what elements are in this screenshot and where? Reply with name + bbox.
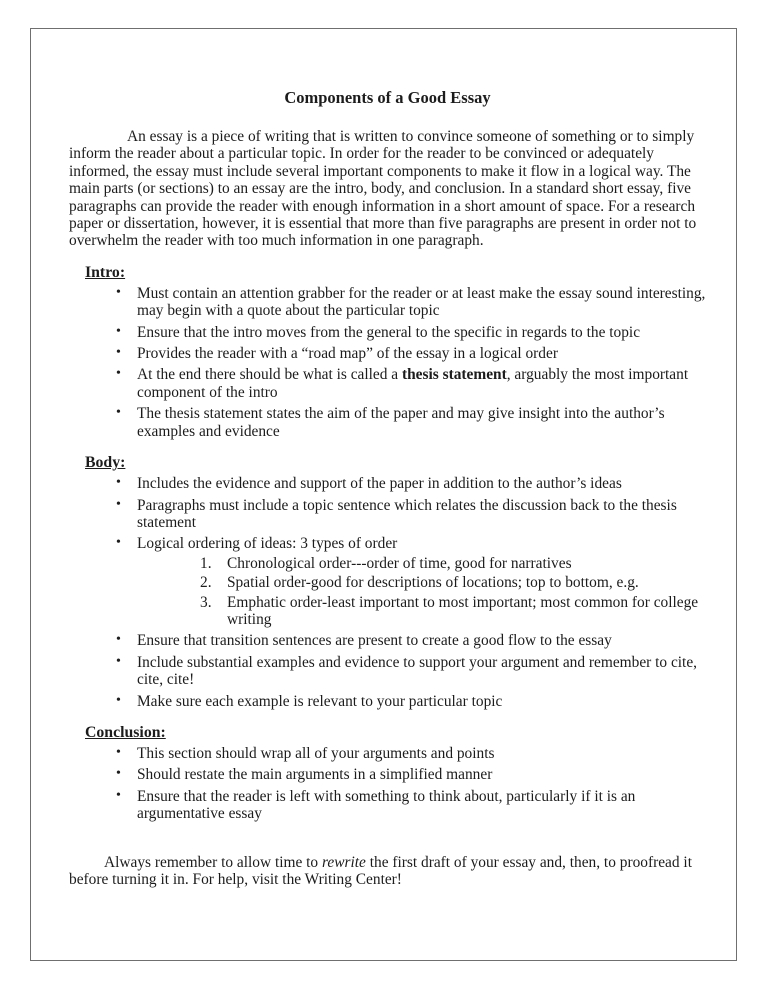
bullet-icon: • [116,323,121,339]
closing-paragraph: Always remember to allow time to rewrite the first draft of your essay and, then, to proofread it before turning it in. For help, visit the Writing Center! [69,853,692,888]
bullet-icon: • [116,692,121,708]
numbered-item [137,555,706,572]
bullet-list-intro [69,285,706,440]
list-item [69,788,706,823]
list-item [69,745,706,762]
number-marker: 2. [200,574,212,592]
numbered-item [137,574,706,591]
bullet-icon: • [116,766,121,782]
number-marker: 3. [200,593,212,611]
bullet-icon: • [116,744,121,760]
section-intro [69,264,706,440]
list-item [69,693,706,710]
essay-sections [69,264,706,823]
item-text: Chronological order---order of time, good for narratives [227,554,572,572]
item-text: Ensure that the reader is left with something to think about, particularly if it is an argumentative essay [137,787,636,823]
bullet-icon: • [116,535,121,551]
bullet-icon: • [116,496,121,512]
bullet-icon: • [116,366,121,382]
list-item [69,497,706,532]
opening-paragraph: An essay is a piece of writing that is written to convince someone of something or to simply inform the reader about a particular topic. In order for the reader to be convinced or adequately informed, the essay must include several important components to make it flow in a logical way. The main parts (or sections) to an essay are the intro, body, and conclusion. In a standard short essay, five paragraphs can provide the reader with enough information in a short amount of space. For a research paper or dissertation, however, it is essential that more than five paragraphs are present in order not to overwhelm the reader with too much information in one paragraph. [69,128,697,250]
item-text: Emphatic order-least important to most important; most common for college writing [227,593,699,628]
section-conclusion [69,724,706,823]
section-heading-intro: Intro: [85,263,126,281]
document-page [30,28,737,961]
bullet-list-conclusion [69,745,706,823]
bullet-icon: • [116,632,121,648]
bullet-icon: • [116,787,121,803]
bullet-list-body [69,475,706,710]
bullet-icon: • [116,284,121,300]
list-item [69,366,706,401]
list-item [69,475,706,492]
item-text: Make sure each example is relevant to your particular topic [137,692,503,710]
bullet-icon: • [116,653,121,669]
list-item [69,324,706,341]
list-item [69,766,706,783]
item-text: Ensure that transition sentences are present to create a good flow to the essay [137,632,612,650]
item-text: Spatial order-good for descriptions of locations; top to bottom, e.g. [227,574,639,592]
list-item [69,345,706,362]
bullet-icon: • [116,345,121,361]
bold-text: thesis statement [401,366,507,384]
number-marker: 1. [200,554,212,572]
list-item [69,632,706,649]
section-heading-conclusion: Conclusion: [85,723,166,741]
item-text: The thesis statement states the aim of the paper and may give insight into the author’s examples and evidence [137,405,665,440]
numbered-sublist [137,555,706,629]
page-title: Components of a Good Essay [284,88,491,107]
item-text: Logical ordering of ideas: 3 types of order [137,535,398,553]
list-item [69,654,706,689]
item-text: Must contain an attention grabber for the reader or at least make the essay sound interesting, may begin with a quote about the particular topic [137,284,706,320]
item-text: At the end there should be what is called a thesis statement, arguably the most important component of the intro [137,366,689,401]
numbered-item [137,594,706,629]
item-text: Include substantial examples and evidence to support your argument and remember to cite, cite, cite! [137,653,698,689]
item-text: Includes the evidence and support of the paper in addition to the author’s ideas [137,475,622,493]
item-text: Should restate the main arguments in a simplified manner [137,766,493,784]
bullet-icon: • [116,405,121,421]
item-text: Provides the reader with a “road map” of the essay in a logical order [137,345,558,363]
list-item [69,405,706,440]
item-text: This section should wrap all of your arguments and points [137,744,495,762]
document-content [69,88,706,904]
list-item [69,285,706,320]
item-text: Paragraphs must include a topic sentence which relates the discussion back to the thesis statement [137,496,677,531]
italic-text: rewrite [321,853,366,871]
bullet-icon: • [116,475,121,491]
item-text: Ensure that the intro moves from the general to the specific in regards to the topic [137,323,641,341]
section-body [69,454,706,710]
list-item [69,535,706,628]
section-heading-body: Body: [85,454,126,472]
